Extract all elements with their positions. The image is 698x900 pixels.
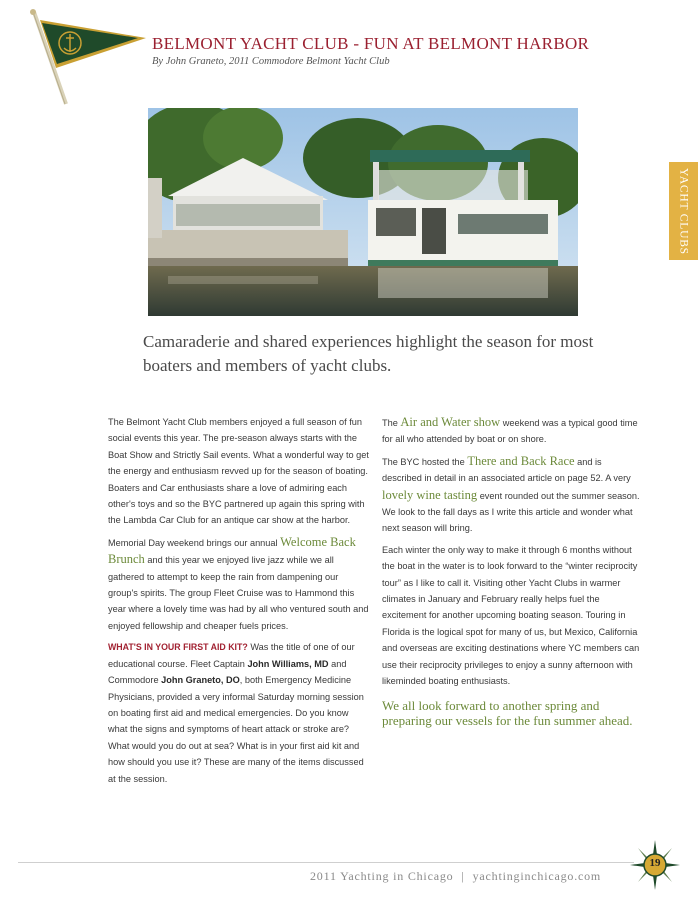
paragraph: The Belmont Yacht Club members enjoyed a full season of fun social events this year. The pre-season always starts with the Boat Show and Strictly Sail events. What a wonderful way to get the energy and enthusiasm revved up for the season of boating. Boaters and Car enthusiasts share a love of admiring each other's toys and so the BYC partnered up again this spring with the Lambda Car Club for an antique car show at the harbor.	[108, 417, 369, 526]
text: The	[382, 418, 398, 428]
right-column	[382, 414, 640, 729]
footer-separator: |	[461, 869, 465, 883]
footer-publication: 2011 Yachting in Chicago	[310, 869, 454, 883]
footer	[310, 869, 601, 884]
paragraph	[382, 414, 640, 448]
paragraph	[382, 453, 640, 537]
paragraph	[108, 534, 370, 634]
text: and this year we enjoyed live jazz while we all gathered to attempt to keep the rain from dampening our group's spirits. The group Fleet Cruise was to Hammond this year where a lovely time was had by all who ventured south and enjoyed fellowship and cheaper fuels prices.	[108, 555, 369, 631]
intro-deck: Camaraderie and shared experiences highlight the season for most boaters and members of yacht clubs.	[143, 332, 594, 375]
left-column	[108, 414, 370, 792]
article-byline: By John Graneto, 2011 Commodore Belmont Yacht Club	[152, 56, 390, 67]
page-number: 19	[649, 857, 661, 869]
text: event rounded out the summer season. We look to the fall days as I write this article and wonder what next season will bring.	[382, 490, 640, 534]
section-tab-label: YACHT CLUBS	[677, 167, 690, 255]
text: Was the title of one of our educational course. Fleet Captain	[108, 642, 355, 669]
paragraph	[108, 639, 370, 787]
section-tab	[669, 162, 698, 260]
highlight-there-back-race: There and Back Race	[467, 453, 575, 468]
person-name: John Graneto, DO	[161, 675, 240, 686]
text: , both Emergency Medicine Physicians, provided a very informal Saturday morning session on boating first aid and medical emergencies. Do you know what the signs and symptoms of heart attack or stroke are? What would you do out at sea? What is in your first aid kit and how should you use it? These are many of the items discussed at the session.	[108, 675, 364, 784]
person-name: John Williams, MD	[247, 658, 329, 669]
text: and Commodore	[108, 658, 347, 686]
text: The BYC hosted the	[382, 456, 465, 467]
highlight-air-water-show: Air and Water show	[400, 415, 501, 429]
text: and is described in detail in an associated article on page 52. A very	[382, 456, 631, 484]
footer-site-link[interactable]: yachtinginchicago.com	[472, 869, 602, 883]
paragraph: Each winter the only way to make it through 6 months without the boat in the water is to look forward to the “winter reciprocity tour” as I like to call it. Visiting other Yacht Clubs in warmer climates in January and February really helps fuel the excitement for another upcoming boating season. Touring in Florida is the logical spot for many of us, but Mexico, California and overseas are exciting destinations where YC members can use their reciprocity privileges to enjoy a sunny afternoon with likeminded boating enthusiasts.	[382, 544, 640, 687]
kicker-first-aid: WHAT'S IN YOUR FIRST AID KIT?	[108, 642, 248, 653]
text: weekend was a typical good time for all who attended by boat or on shore.	[382, 418, 638, 445]
highlight-welcome-brunch: Welcome Back Brunch	[108, 534, 356, 567]
burgee-flag-icon	[28, 6, 152, 106]
text: Memorial Day weekend brings our annual	[108, 537, 278, 548]
article-title: BELMONT YACHT CLUB - FUN AT BELMONT HARBOR	[152, 34, 590, 53]
harbor-photo	[148, 108, 578, 316]
closing-statement: We all look forward to another spring and preparing our vessels for the fun summer ahead.	[382, 697, 633, 728]
highlight-wine-tasting: lovely wine tasting	[382, 487, 478, 502]
footer-divider	[18, 862, 634, 863]
